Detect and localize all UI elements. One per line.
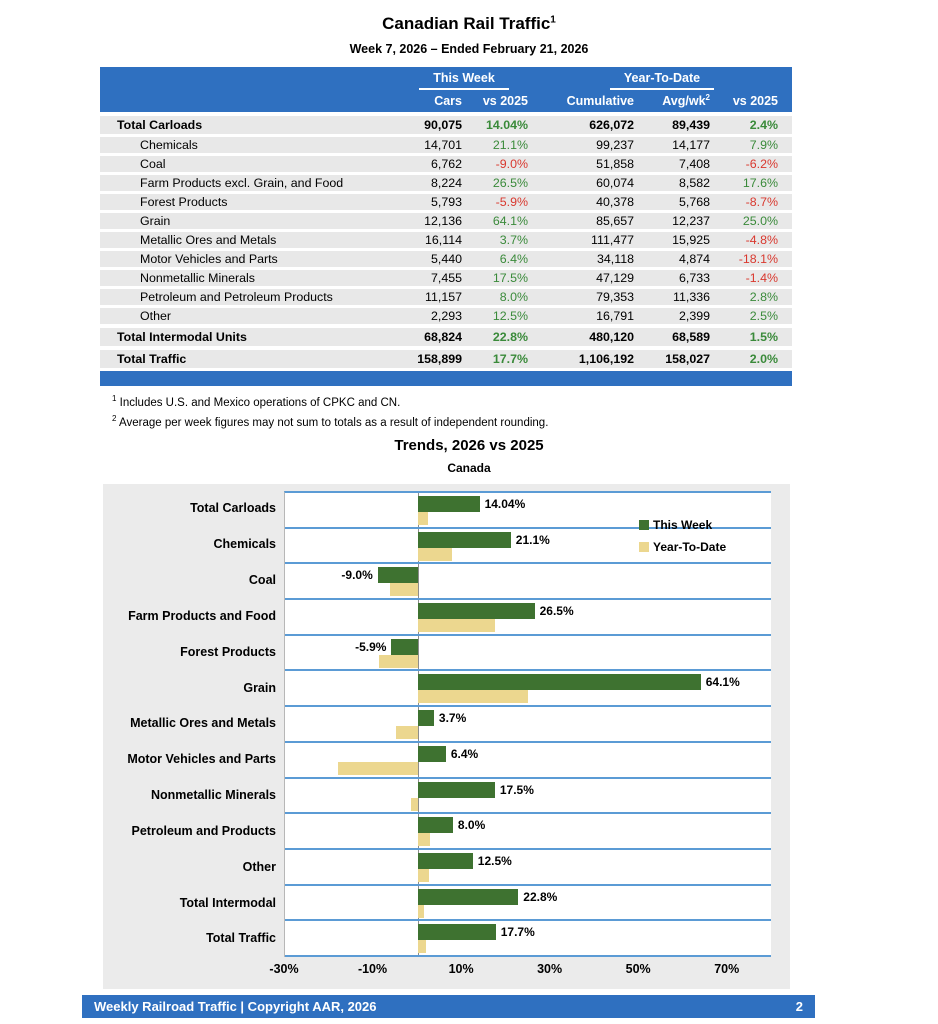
footnote-2-text: Average per week figures may not sum to totals as a result of independent rounding. — [119, 416, 549, 429]
cell-avgwk: 11,336 — [673, 290, 710, 304]
this-week-bar — [391, 639, 417, 655]
cell-cumulative: 16,791 — [596, 309, 634, 323]
rail-traffic-table — [100, 67, 792, 386]
footnote-1-text: Includes U.S. and Mexico operations of CPKC and CN. — [119, 396, 401, 409]
row-label: Farm Products excl. Grain, and Food — [140, 176, 344, 190]
row-label: Grain — [140, 214, 171, 228]
footnote-2-superscript: 2 — [112, 413, 117, 423]
table-row — [100, 232, 792, 248]
table-bottom-band — [100, 371, 792, 386]
row-label: Total Traffic — [117, 352, 187, 366]
bar-value-label: 6.4% — [450, 746, 479, 761]
cell-cars: 8,224 — [430, 176, 462, 190]
this-week-bar — [418, 496, 480, 512]
cell-wk-vs2025: 22.8% — [492, 330, 528, 344]
cell-cars: 90,075 — [424, 118, 462, 132]
cell-avgwk: 89,439 — [672, 118, 710, 132]
page-subtitle: Week 7, 2026 – Ended February 21, 2026 — [349, 42, 589, 56]
table-body — [100, 116, 792, 368]
cell-cars: 5,440 — [430, 252, 462, 266]
col-header-avgwk-text: Avg/wk — [662, 94, 706, 109]
cell-wk-vs2025: 17.7% — [492, 352, 528, 366]
cell-wk-vs2025: 17.5% — [492, 271, 528, 285]
this-week-bar — [418, 710, 434, 726]
cell-avgwk: 68,589 — [672, 330, 710, 344]
cell-avgwk: 2,399 — [678, 309, 710, 323]
table-row — [100, 137, 792, 153]
x-axis-tick-label: 10% — [448, 962, 474, 976]
chart-band — [285, 921, 771, 957]
cell-wk-vs2025: -9.0% — [495, 157, 528, 171]
cell-cumulative: 34,118 — [597, 252, 634, 266]
row-label: Total Carloads — [117, 118, 203, 132]
bar-value-label: 12.5% — [477, 853, 512, 868]
cell-wk-vs2025: 21.1% — [492, 138, 528, 152]
table-row — [100, 116, 792, 134]
cell-wk-vs2025: 6.4% — [499, 252, 528, 266]
year-to-date-bar — [418, 833, 430, 846]
bar-value-label: 3.7% — [438, 711, 467, 726]
page-title-superscript: 1 — [550, 14, 556, 26]
table-row — [100, 308, 792, 324]
footer-page-number: 2 — [795, 999, 803, 1014]
footnote-1 — [112, 394, 548, 409]
cell-ytd-vs2025: -4.8% — [745, 233, 778, 247]
cell-cumulative: 1,106,192 — [578, 352, 634, 366]
chart-x-axis — [269, 962, 771, 982]
cell-avgwk: 6,733 — [678, 271, 710, 285]
row-label: Total Intermodal Units — [117, 330, 247, 344]
this-week-bar — [418, 746, 446, 762]
chart-category-label: Petroleum and Products — [131, 823, 276, 838]
cell-cars: 14,701 — [424, 138, 462, 152]
chart-category-label: Other — [242, 859, 276, 874]
year-to-date-bar — [418, 548, 453, 561]
chart-band — [285, 743, 771, 779]
cell-ytd-vs2025: 1.5% — [749, 330, 778, 344]
this-week-bar — [418, 782, 495, 798]
cell-cumulative: 626,072 — [589, 118, 634, 132]
year-to-date-bar — [338, 762, 418, 775]
cell-cars: 2,293 — [430, 309, 462, 323]
cell-ytd-vs2025: 2.4% — [749, 118, 778, 132]
year-to-date-bar — [379, 655, 417, 668]
bar-value-label: 8.0% — [457, 818, 486, 833]
cell-wk-vs2025: 14.04% — [485, 118, 528, 132]
cell-ytd-vs2025: -6.2% — [745, 157, 778, 171]
table-row — [100, 251, 792, 267]
table-row — [100, 213, 792, 229]
cell-avgwk: 158,027 — [665, 352, 710, 366]
chart-category-label: Total Traffic — [206, 931, 276, 946]
cell-ytd-vs2025: 2.8% — [749, 290, 778, 304]
cell-cumulative: 480,120 — [589, 330, 634, 344]
cell-wk-vs2025: 26.5% — [492, 176, 528, 190]
header-spacer — [100, 71, 396, 90]
col-header-wk-vs2025: vs 2025 — [482, 93, 528, 108]
bar-value-label: 22.8% — [523, 889, 558, 904]
table-row — [100, 194, 792, 210]
bar-value-label: 26.5% — [539, 604, 574, 619]
chart-band — [285, 707, 771, 743]
cell-cumulative: 79,353 — [596, 290, 634, 304]
zero-axis-line — [418, 636, 419, 670]
chart-category-label: Total Intermodal — [179, 895, 276, 910]
year-to-date-bar — [411, 798, 417, 811]
cell-ytd-vs2025: 7.9% — [749, 138, 778, 152]
row-label: Metallic Ores and Metals — [140, 233, 277, 247]
chart-band — [285, 779, 771, 815]
zero-axis-line — [418, 564, 419, 598]
cell-ytd-vs2025: -8.7% — [745, 195, 778, 209]
legend-item-this-week — [639, 514, 726, 536]
cell-ytd-vs2025: -18.1% — [738, 252, 778, 266]
this-week-bar — [418, 924, 496, 940]
cell-cumulative: 99,237 — [596, 138, 634, 152]
x-axis-tick-label: -30% — [269, 962, 299, 976]
chart-band — [285, 671, 771, 707]
bar-value-label: 64.1% — [705, 675, 740, 690]
table-row — [100, 350, 792, 368]
cell-cars: 68,824 — [424, 330, 462, 344]
chart-band — [285, 850, 771, 886]
chart-band — [285, 564, 771, 600]
col-header-cumulative: Cumulative — [566, 93, 634, 108]
cell-ytd-vs2025: 17.6% — [742, 176, 778, 190]
year-to-date-bar — [418, 869, 429, 882]
col-header-cars: Cars — [434, 93, 462, 108]
table-row — [100, 289, 792, 305]
year-to-date-bar — [396, 726, 417, 739]
this-week-swatch-icon — [639, 520, 649, 530]
cell-avgwk: 7,408 — [678, 157, 710, 171]
row-label: Coal — [140, 157, 166, 171]
year-to-date-bar — [418, 905, 425, 918]
cell-avgwk: 5,768 — [678, 195, 710, 209]
year-to-date-bar — [418, 619, 496, 632]
footnote-1-superscript: 1 — [112, 394, 117, 403]
group-this-week-label: This Week — [419, 71, 509, 90]
chart-category-label: Chemicals — [213, 537, 276, 552]
bar-value-label: 17.7% — [500, 925, 535, 940]
this-week-bar — [418, 889, 519, 905]
group-this-week — [396, 71, 532, 90]
cell-cars: 158,899 — [417, 352, 462, 366]
x-axis-tick-label: 50% — [625, 962, 651, 976]
cell-wk-vs2025: 64.1% — [492, 214, 528, 228]
this-week-bar — [418, 674, 701, 690]
group-year-to-date-label: Year-To-Date — [610, 71, 714, 90]
chart-category-label: Forest Products — [180, 644, 276, 659]
cell-avgwk: 12,237 — [672, 214, 710, 228]
cell-wk-vs2025: 12.5% — [492, 309, 528, 323]
cell-cars: 11,157 — [425, 290, 462, 304]
this-week-bar — [378, 567, 418, 583]
chart-subtitle: Canada — [447, 461, 491, 475]
table-row — [100, 175, 792, 191]
cell-cumulative: 85,657 — [596, 214, 634, 228]
page-title-text: Canadian Rail Traffic — [382, 14, 551, 33]
chart-category-label: Motor Vehicles and Parts — [127, 752, 276, 767]
cell-cars: 7,455 — [430, 271, 462, 285]
row-label: Chemicals — [140, 138, 198, 152]
x-axis-tick-label: 30% — [537, 962, 563, 976]
col-header-ytd-vs2025: vs 2025 — [732, 93, 778, 108]
table-header-columns — [100, 89, 792, 112]
col-header-avgwk-superscript: 2 — [705, 92, 710, 102]
cell-wk-vs2025: -5.9% — [495, 195, 528, 209]
table-row — [100, 328, 792, 346]
chart-legend — [639, 514, 726, 558]
this-week-bar — [418, 853, 473, 869]
footnotes — [112, 394, 548, 434]
legend-item-year-to-date — [639, 536, 726, 558]
cell-cars: 6,762 — [430, 157, 462, 171]
x-axis-tick-label: -10% — [357, 962, 388, 976]
cell-cumulative: 47,129 — [596, 271, 634, 285]
table-row — [100, 156, 792, 172]
this-week-bar — [418, 817, 453, 833]
chart-category-label: Metallic Ores and Metals — [130, 716, 276, 731]
table-header — [100, 67, 792, 112]
year-to-date-swatch-icon — [639, 542, 649, 552]
cell-cars: 16,114 — [425, 233, 462, 247]
year-to-date-bar — [418, 940, 427, 953]
footnote-2 — [112, 414, 548, 429]
cell-cumulative: 51,858 — [596, 157, 634, 171]
chart-band — [285, 636, 771, 672]
group-year-to-date — [532, 71, 792, 90]
page-footer — [82, 995, 815, 1018]
cell-cars: 12,136 — [424, 214, 462, 228]
chart-category-label: Farm Products and Food — [128, 608, 276, 623]
bar-value-label: -9.0% — [341, 568, 373, 583]
cell-avgwk: 4,874 — [678, 252, 710, 266]
cell-ytd-vs2025: 2.0% — [749, 352, 778, 366]
col-header-avgwk — [638, 93, 714, 108]
trends-bar-chart — [103, 484, 790, 989]
bar-value-label: 17.5% — [499, 782, 534, 797]
row-label: Petroleum and Petroleum Products — [140, 290, 333, 304]
cell-ytd-vs2025: -1.4% — [745, 271, 778, 285]
page-title — [0, 14, 938, 34]
row-label: Nonmetallic Minerals — [140, 271, 255, 285]
cell-avgwk: 15,925 — [672, 233, 710, 247]
chart-band — [285, 814, 771, 850]
cell-avgwk: 14,177 — [672, 138, 710, 152]
bar-value-label: -5.9% — [355, 639, 387, 654]
chart-category-label: Nonmetallic Minerals — [150, 788, 276, 803]
row-label: Other — [140, 309, 171, 323]
chart-category-label: Grain — [243, 680, 276, 695]
chart-plot-area — [284, 491, 771, 957]
footer-text: Weekly Railroad Traffic | Copyright AAR, 2026 — [94, 999, 377, 1014]
cell-cumulative: 60,074 — [596, 176, 634, 190]
year-to-date-bar — [418, 512, 429, 525]
cell-wk-vs2025: 3.7% — [499, 233, 528, 247]
row-label: Motor Vehicles and Parts — [140, 252, 278, 266]
table-header-groups — [100, 67, 792, 89]
bar-value-label: 21.1% — [515, 532, 550, 547]
cell-cumulative: 40,378 — [596, 195, 634, 209]
year-to-date-bar — [390, 583, 417, 596]
legend-this-week-label: This Week — [653, 518, 713, 532]
cell-ytd-vs2025: 25.0% — [742, 214, 778, 228]
year-to-date-bar — [418, 690, 528, 703]
legend-year-to-date-label: Year-To-Date — [653, 540, 727, 554]
x-axis-tick-label: 70% — [714, 962, 740, 976]
cell-cars: 5,793 — [430, 195, 462, 209]
chart-band — [285, 600, 771, 636]
bar-value-label: 14.04% — [484, 497, 526, 511]
chart-category-labels — [109, 491, 276, 957]
cell-wk-vs2025: 8.0% — [499, 290, 528, 304]
row-label: Forest Products — [140, 195, 228, 209]
this-week-bar — [418, 603, 535, 619]
chart-band — [285, 886, 771, 922]
chart-category-label: Coal — [248, 573, 276, 588]
cell-ytd-vs2025: 2.5% — [749, 309, 778, 323]
chart-title: Trends, 2026 vs 2025 — [394, 437, 544, 454]
cell-cumulative: 111,477 — [591, 233, 634, 247]
table-row — [100, 270, 792, 286]
this-week-bar — [418, 532, 511, 548]
chart-category-label: Total Carloads — [190, 501, 276, 516]
cell-avgwk: 8,582 — [678, 176, 710, 190]
